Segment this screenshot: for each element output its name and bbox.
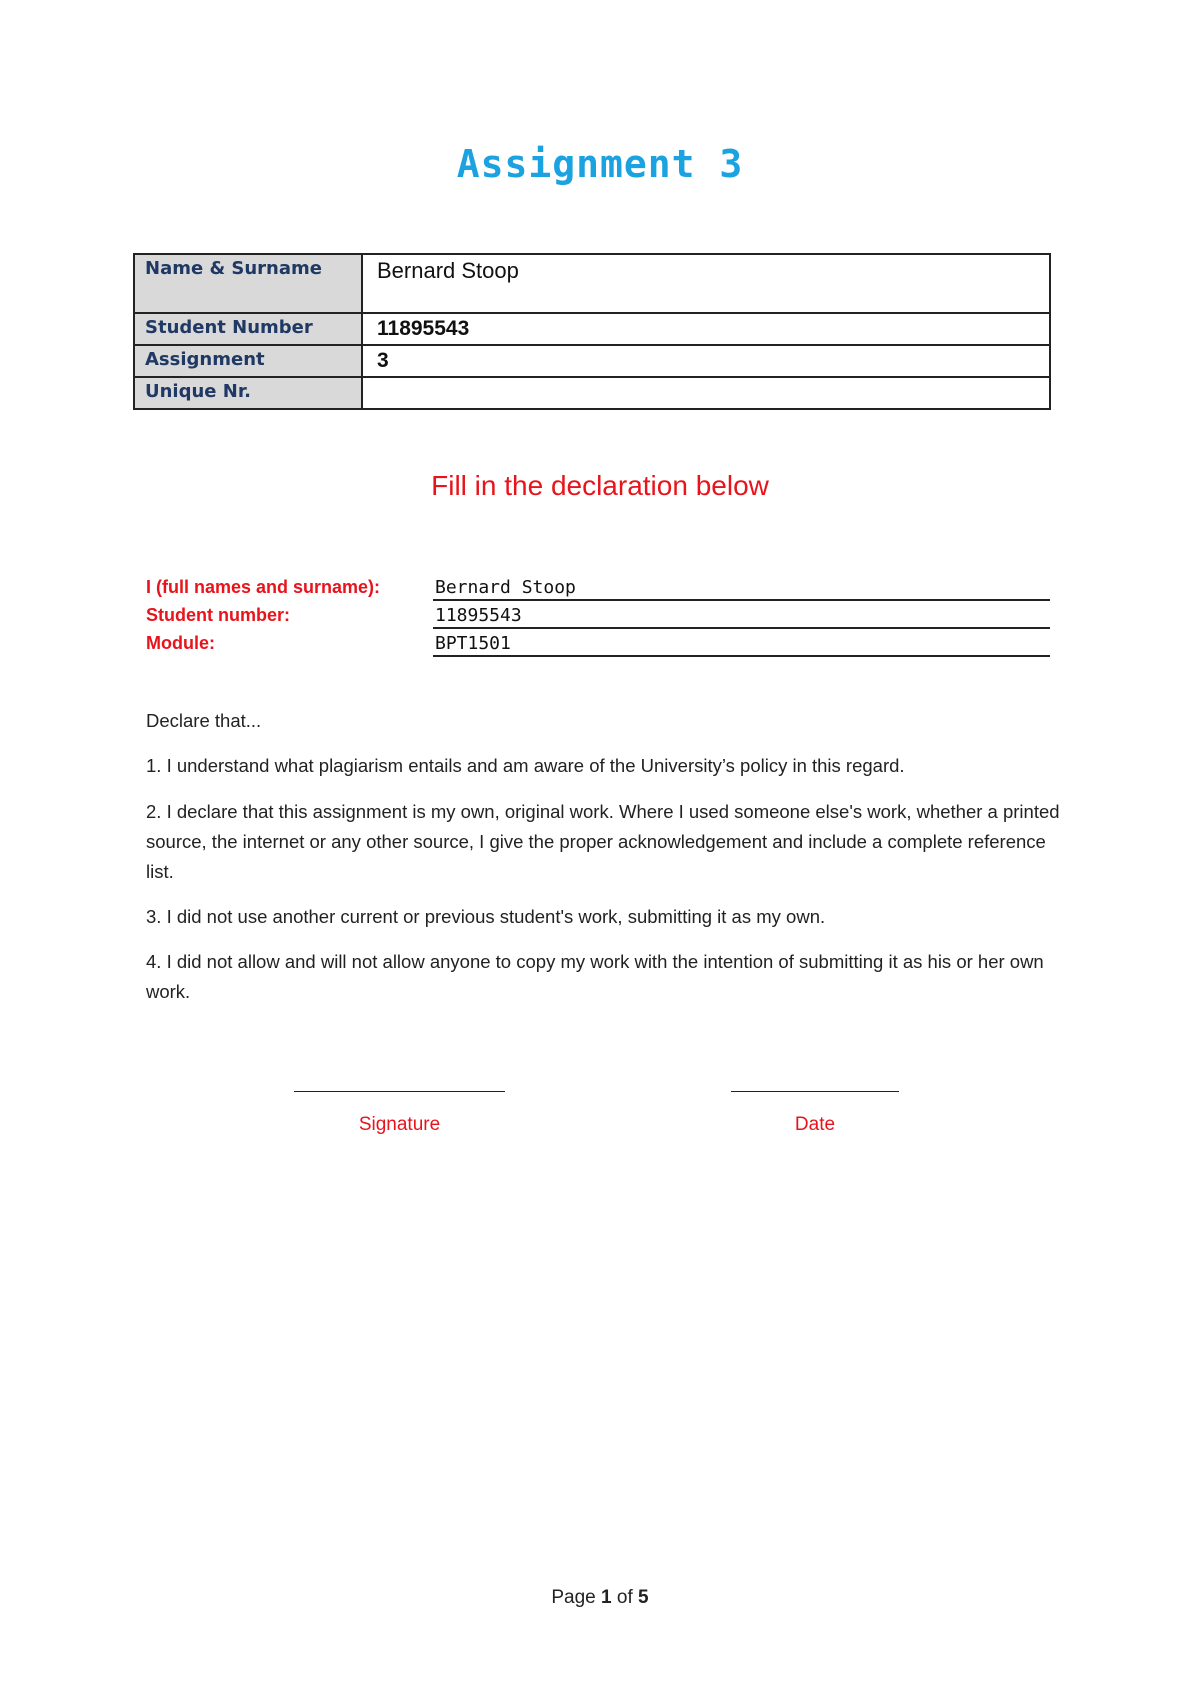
name-label: Name & Surname [134,254,362,313]
student-number-value: 11895543 [362,313,1050,345]
module-label: Module: [146,633,215,653]
page-of: of [616,1587,633,1608]
statement-1 [146,751,1066,781]
assignment-value: 3 [362,345,1050,377]
student-number-decl-label: Student number: [146,605,290,625]
full-names-label: I (full names and surname): [146,577,381,597]
table-row [134,254,1050,313]
table-row [134,345,1050,377]
page-footer [0,1587,1200,1609]
full-names-value: Bernard Stoop [433,577,1050,601]
statement-number: 1. [146,755,162,776]
total-pages: 5 [638,1587,649,1608]
statement-text: I did not use another current or previous student's work, submitting it as my own. [166,906,826,927]
page-prefix: Page [551,1587,596,1608]
date-label: Date [794,1114,836,1135]
unique-nr-label: Unique Nr. [134,377,362,409]
statement-text: I understand what plagiarism entails and am aware of the University’s policy in this regard. [166,755,905,776]
current-page: 1 [601,1587,612,1608]
student-info-table [133,253,1051,410]
statement-3 [146,902,1066,932]
name-value: Bernard Stoop [362,254,1050,313]
statement-text: I declare that this assignment is my own, original work. Where I used someone else's work, whether a printed source, the internet or any other source, I give the proper acknowledgement and include a complete reference list. [146,801,1060,882]
document-title: Assignment 3 [456,142,744,186]
assignment-label: Assignment [134,345,362,377]
date-line [731,1091,899,1092]
module-value: BPT1501 [433,633,1050,657]
statement-text: I did not allow and will not allow anyone to copy my work with the intention of submitting it as his or her own work. [146,951,1044,1002]
statement-2 [146,797,1066,887]
statement-4 [146,947,1066,1007]
statement-number: 4. [146,951,162,972]
statement-number: 2. [146,801,162,822]
signature-label: Signature [358,1114,441,1135]
table-row [134,313,1050,345]
declare-intro: Declare that... [146,710,262,731]
table-row [134,377,1050,409]
unique-nr-value [362,377,1050,409]
signature-line [294,1091,505,1092]
student-number-label: Student Number [134,313,362,345]
student-number-decl-value: 11895543 [433,605,1050,629]
declaration-heading: Fill in the declaration below [431,470,769,501]
statement-number: 3. [146,906,162,927]
